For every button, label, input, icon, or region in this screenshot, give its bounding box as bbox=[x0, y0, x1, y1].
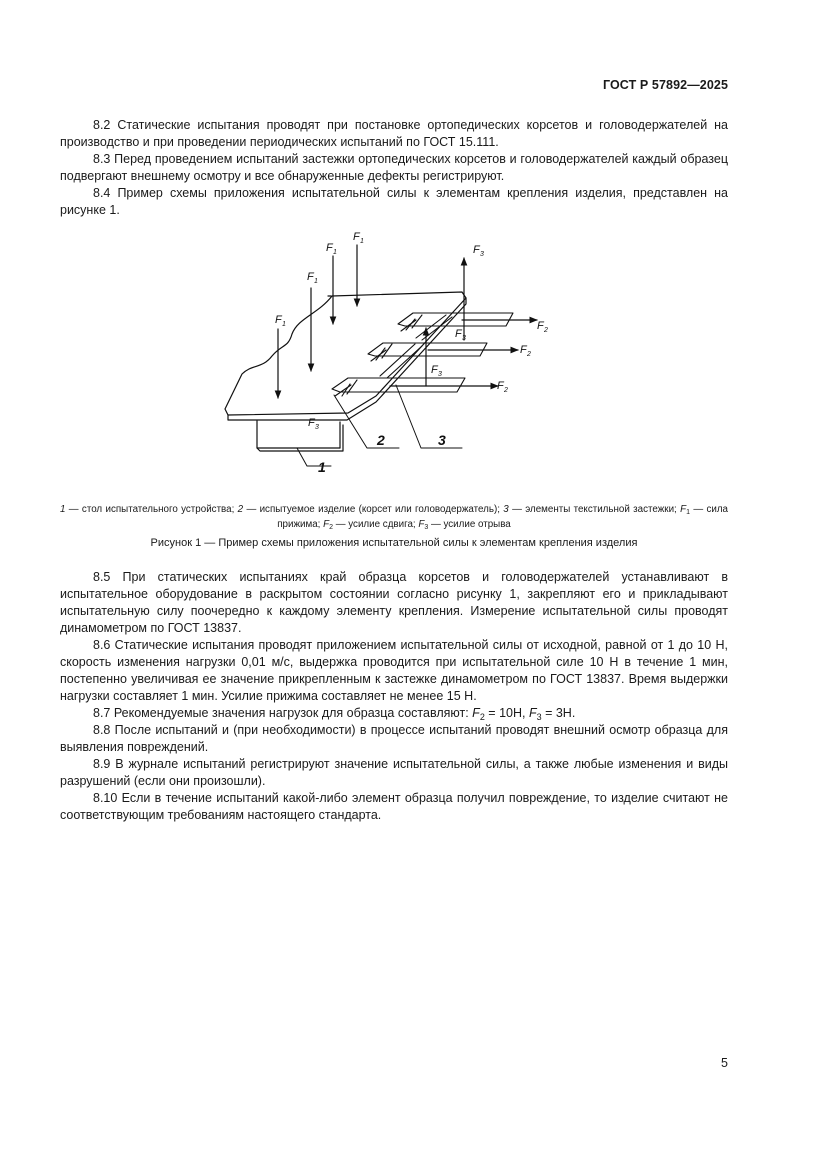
svg-text:1: 1 bbox=[314, 278, 318, 285]
svg-text:3: 3 bbox=[438, 371, 442, 378]
svg-text:F: F bbox=[497, 380, 504, 392]
figure-1-diagram bbox=[200, 226, 570, 486]
part-number-3: 3 bbox=[438, 432, 446, 448]
svg-text:3: 3 bbox=[462, 335, 466, 342]
svg-text:2: 2 bbox=[527, 351, 531, 358]
svg-text:3: 3 bbox=[315, 424, 319, 431]
paragraph-8-3: 8.3 Перед проведением испытаний застежки ортопедических корсетов и головодержателей каждый образец подвергают внешнему осмотру и все обнаруженные дефекты регистрируют. bbox=[60, 152, 728, 183]
page-number: 5 bbox=[721, 1056, 728, 1070]
paragraph-8-4: 8.4 Пример схемы приложения испытательной силы к элементам крепления изделия, представлен на рисунке 1. bbox=[60, 186, 728, 217]
paragraph-8-5: 8.5 При статических испытаниях край образца корсетов и головодержателей устанавливают в испытательное оборудование в раскрытом состоянии согласно рисунку 1, закрепляют его и прикладывают испытательную силу поочередно к каждому элементу крепления. Измерение испытательной силы проводят динамометром по ГОСТ 13837. bbox=[60, 570, 728, 635]
section-text-bottom bbox=[60, 569, 728, 824]
svg-text:1: 1 bbox=[333, 249, 337, 256]
paragraph-8-10: 8.10 Если в течение испытаний какой-либо элемент образца получил повреждение, то изделие считают не соответствующим требованиям настоящего стандарта. bbox=[60, 791, 728, 822]
test-force-scheme bbox=[200, 226, 570, 486]
part-number-2: 2 bbox=[377, 432, 385, 448]
section-text-top bbox=[60, 117, 728, 219]
document-header: ГОСТ Р 57892—2025 bbox=[602, 78, 728, 92]
figure-caption: Рисунок 1 — Пример схемы приложения испытательной силы к элементам крепления изделия bbox=[150, 537, 638, 549]
paragraph-8-8: 8.8 После испытаний и (при необходимости) в процессе испытаний проводят внешний осмотр образца для выявления повреждений. bbox=[60, 723, 728, 754]
svg-text:F: F bbox=[307, 271, 314, 283]
paragraph-8-6: 8.6 Статические испытания проводят приложением испытательной силы от исходной, равной от 1 до 10 Н, скорость изменения нагрузки 0,01 м/с, выдержка проводится при испытательной силе 10 Н в течение 1 мин, постепенно увеличивая ее значение прикрепленным к застежке динамометром по ГОСТ 13837. Время выдержки нагрузки составляет 1 мин. Усилие прижима составляет не менее 15 Н. bbox=[60, 638, 728, 703]
part-number-1: 1 bbox=[318, 459, 326, 475]
svg-text:F: F bbox=[455, 328, 462, 340]
svg-text:F: F bbox=[431, 364, 438, 376]
svg-text:F: F bbox=[473, 244, 480, 256]
paragraph-8-2: 8.2 Статические испытания проводят при постановке ортопедических корсетов и головодержателей на производство и при проведении периодических испытаний по ГОСТ 15.111. bbox=[60, 118, 728, 149]
paragraph-8-7: 8.7 Рекомендуемые значения нагрузок для образца составляют: $F_2 = 10Н$, $F_3 = 3Н$. bbox=[93, 706, 576, 722]
press-force-arrows bbox=[278, 245, 357, 398]
leader-lines bbox=[297, 385, 462, 466]
test-table bbox=[257, 421, 343, 451]
figure-legend: 1 — стол испытательного устройства; 2 — испытуемое изделие (корсет или головодержатель); 3 — элементы текстильной застежки; $F_1$ — сила прижима; $F_2$ — усилие сдвига; $F_3$ — усилие отрыва bbox=[60, 504, 728, 531]
paragraph-8-9: 8.9 В журнале испытаний регистрируют значение испытательной силы, а также любые изменения и виды разрушений (если они произошли). bbox=[60, 757, 728, 788]
svg-text:F: F bbox=[537, 320, 544, 332]
fastener-elements bbox=[332, 313, 513, 396]
svg-text:F: F bbox=[308, 417, 315, 429]
svg-text:F: F bbox=[326, 242, 333, 254]
svg-text:1: 1 bbox=[282, 321, 286, 328]
svg-text:F: F bbox=[520, 344, 527, 356]
svg-text:1: 1 bbox=[360, 238, 364, 245]
svg-text:F: F bbox=[353, 231, 360, 243]
part-number-labels bbox=[318, 432, 446, 475]
svg-text:2: 2 bbox=[504, 387, 508, 394]
svg-text:2: 2 bbox=[544, 327, 548, 334]
svg-text:3: 3 bbox=[480, 251, 484, 258]
force-labels bbox=[275, 231, 548, 431]
svg-text:F: F bbox=[275, 314, 282, 326]
